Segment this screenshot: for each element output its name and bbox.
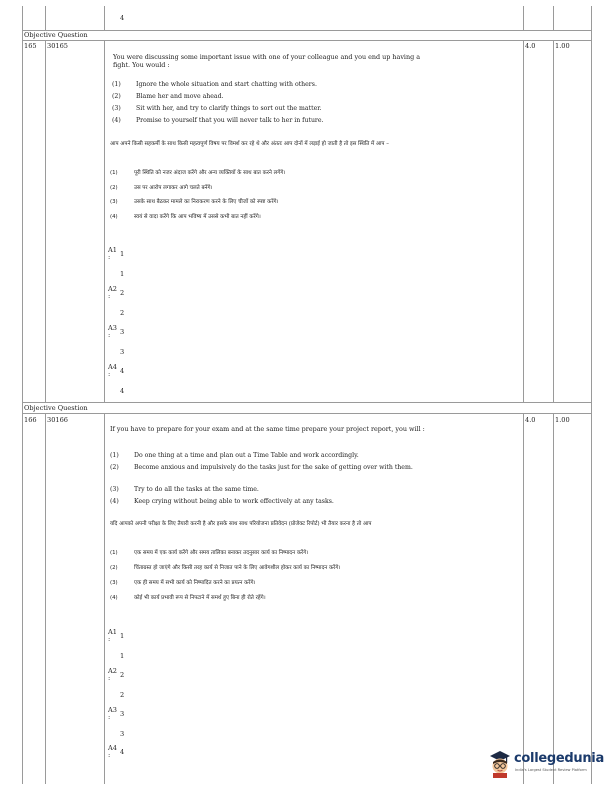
option-number: (4)	[110, 498, 119, 505]
grid-line	[22, 30, 591, 31]
grid-line	[104, 6, 105, 30]
question-serial: 166	[24, 416, 37, 424]
question-negative-marks: 1.00	[555, 416, 570, 424]
option-text: Do one thing at a time and plan out a Time Table and work accordingly.	[134, 452, 359, 459]
grid-line	[45, 6, 46, 30]
option-number: (3)	[110, 580, 118, 586]
grid-line	[523, 6, 524, 30]
question-id: 30166	[47, 416, 68, 424]
question-id: 30165	[47, 42, 68, 50]
answer-value-repeat: 4	[120, 387, 125, 395]
answer-label: A1 :	[108, 246, 117, 261]
option-text: Keep crying without being able to work effectively at any tasks.	[134, 498, 334, 505]
option-text: एक समय में एक कार्य करेंगे और समय तालिका बनाकर तदनुसार कार्य का निष्पादन करेंगे।	[134, 550, 309, 556]
option-number: (1)	[112, 81, 121, 88]
collegedunia-logo	[488, 748, 606, 782]
option-number: (4)	[112, 117, 121, 124]
answer-label: A1 :	[108, 628, 117, 643]
grid-line	[523, 40, 524, 402]
grid-line	[523, 413, 524, 784]
answer-label: A2 :	[108, 667, 117, 682]
option-number: (2)	[110, 464, 119, 471]
grid-line	[45, 413, 46, 784]
table-border-left	[22, 6, 23, 784]
grid-line	[104, 40, 105, 402]
option-text: Become anxious and impulsively do the tasks just for the sake of getting over with them.	[134, 464, 413, 471]
question-serial: 165	[24, 42, 37, 50]
logo-name: collegedunia	[514, 751, 604, 766]
answer-value: 3	[120, 710, 125, 718]
option-text: Ignore the whole situation and start chatting with others.	[136, 81, 317, 88]
answer-value-repeat: 2	[120, 309, 125, 317]
option-text: Try to do all the tasks at the same time.	[134, 486, 259, 493]
option-text: Promise to yourself that you will never talk to her in future.	[136, 117, 324, 124]
option-text: Blame her and move ahead.	[136, 93, 224, 100]
option-number: (2)	[112, 93, 121, 100]
question-marks: 4.0	[525, 416, 536, 424]
answer-value-repeat: 3	[120, 348, 125, 356]
grid-line	[22, 402, 591, 403]
previous-answer-value: 4	[120, 14, 125, 22]
answer-value: 1	[120, 250, 125, 258]
question-marks: 4.0	[525, 42, 536, 50]
answer-label: A3 :	[108, 706, 117, 721]
answer-label: A3 :	[108, 324, 117, 339]
answer-value: 2	[120, 671, 125, 679]
grid-line	[45, 40, 46, 402]
option-number: (2)	[110, 565, 118, 571]
answer-value: 4	[120, 367, 125, 375]
answer-label: A4 :	[108, 744, 117, 759]
option-text: Sit with her, and try to clarify things to sort out the matter.	[136, 105, 322, 112]
answer-value: 3	[120, 328, 125, 336]
question-stem-hindi: यदि आपको अपनी परीक्षा के लिए तैयारी करनी है और इसके साथ साथ परियोजना प्रतिवेदन (प्रोजेक्ट रिपोर्ट) भी तैयार करना है तो आप	[110, 521, 372, 527]
answer-value-repeat: 1	[120, 270, 125, 278]
answer-value: 1	[120, 632, 125, 640]
option-number: (4)	[110, 595, 118, 601]
option-text: स्वयं से वादा करेंगे कि आप भविष्य में उससे कभी बात नहीं करेंगे।	[134, 214, 261, 220]
option-text: एक ही समय में सभी कार्य को निष्पादित करने का प्रयत्न करेंगे।	[134, 580, 256, 586]
grid-line	[104, 413, 105, 784]
answer-value: 4	[120, 748, 125, 756]
grid-line	[22, 40, 591, 41]
logo-tagline: India's Largest Student Review Platform	[515, 768, 587, 772]
option-number: (3)	[110, 486, 119, 493]
answer-label: A4 :	[108, 363, 117, 378]
option-text: चिंताग्रस्त हो जाएंगे और किसी तरह कार्य से निजात पाने के लिए आवेगशील होकर कार्य का निष्पादन करेंगे।	[134, 565, 341, 571]
option-number: (1)	[110, 452, 119, 459]
table-border-right	[591, 6, 592, 784]
question-stem-english: You were discussing some important issue with one of your colleague and you end up having a fight. You would :	[113, 53, 421, 70]
option-number: (1)	[110, 550, 118, 556]
answer-value: 2	[120, 289, 125, 297]
grid-line	[553, 6, 554, 30]
grid-line	[553, 413, 554, 784]
question-negative-marks: 1.00	[555, 42, 570, 50]
option-number: (1)	[110, 170, 118, 176]
question-stem-hindi: आप अपने किसी सहकर्मी के साथ किसी महत्वपूर्ण विषय पर विमर्श कर रहे थे और अंततः आप दोनों में लड़ाई हो जाती है तो इस स्थिति में आप –	[110, 141, 389, 147]
option-text: पूरी स्थिति को नजर अंदाज करेंगे और अन्य व्यक्तियों के साथ बात करने लगेंगे।	[134, 170, 286, 176]
option-text: कोई भी कार्य प्रभावी रूप से निपटाने में समर्थ हुए बिना ही रोते रहेंगे।	[134, 595, 266, 601]
option-number: (2)	[110, 185, 118, 191]
section-header: Objective Question	[24, 404, 88, 412]
answer-label: A2 :	[108, 285, 117, 300]
option-text: उसके साथ बैठकर मामले का निराकरण करने के लिए चीजों को स्पष्ट करेंगे।	[134, 199, 279, 205]
grid-line	[22, 413, 591, 414]
grid-line	[553, 40, 554, 402]
option-number: (4)	[110, 214, 118, 220]
answer-value-repeat: 2	[120, 691, 125, 699]
section-header: Objective Question	[24, 31, 88, 39]
option-number: (3)	[112, 105, 121, 112]
answer-value-repeat: 3	[120, 730, 125, 738]
question-stem-english: If you have to prepare for your exam and at the same time prepare your project report, you will :	[110, 425, 425, 433]
option-number: (3)	[110, 199, 118, 205]
answer-value-repeat: 1	[120, 652, 125, 660]
graduate-mascot-icon	[488, 748, 512, 778]
option-text: उस पर आरोप लगाकर आगे चलते बनेंगे।	[134, 185, 213, 191]
